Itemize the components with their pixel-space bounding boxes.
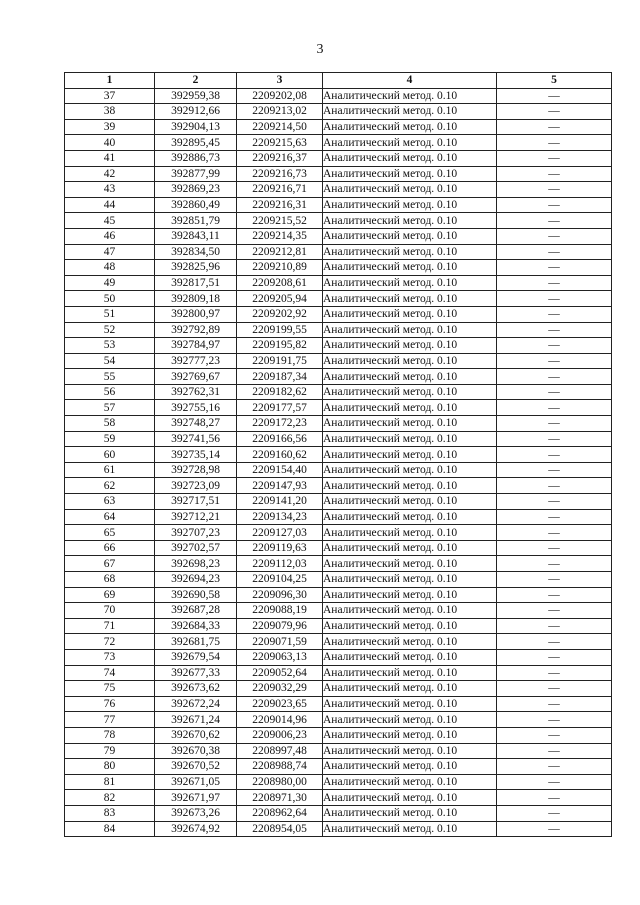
- cell-method: Аналитический метод. 0.10: [323, 649, 497, 665]
- cell-note: —: [497, 805, 612, 821]
- cell-coord-y: 2209216,71: [237, 182, 323, 198]
- cell-note: —: [497, 213, 612, 229]
- cell-method: Аналитический метод. 0.10: [323, 228, 497, 244]
- cell-coord-x: 392817,51: [155, 275, 237, 291]
- cell-method: Аналитический метод. 0.10: [323, 213, 497, 229]
- cell-coord-x: 392723,09: [155, 478, 237, 494]
- cell-coord-x: 392869,23: [155, 182, 237, 198]
- cell-point-number: 82: [65, 790, 155, 806]
- cell-coord-x: 392672,24: [155, 696, 237, 712]
- cell-coord-x: 392800,97: [155, 306, 237, 322]
- cell-note: —: [497, 291, 612, 307]
- table-row: [65, 462, 612, 478]
- cell-point-number: 64: [65, 509, 155, 525]
- cell-point-number: 69: [65, 587, 155, 603]
- cell-coord-y: 2209172,23: [237, 416, 323, 432]
- cell-method: Аналитический метод. 0.10: [323, 727, 497, 743]
- cell-note: —: [497, 509, 612, 525]
- cell-method: Аналитический метод. 0.10: [323, 790, 497, 806]
- cell-note: —: [497, 634, 612, 650]
- cell-method: Аналитический метод. 0.10: [323, 88, 497, 104]
- table-row: [65, 509, 612, 525]
- cell-point-number: 73: [65, 649, 155, 665]
- header-col-3: 3: [237, 73, 323, 89]
- cell-coord-y: 2209214,50: [237, 119, 323, 135]
- cell-point-number: 76: [65, 696, 155, 712]
- header-col-2: 2: [155, 73, 237, 89]
- cell-coord-y: 2209014,96: [237, 712, 323, 728]
- table-row: [65, 182, 612, 198]
- cell-coord-x: 392735,14: [155, 447, 237, 463]
- cell-method: Аналитический метод. 0.10: [323, 478, 497, 494]
- cell-method: Аналитический метод. 0.10: [323, 260, 497, 276]
- cell-coord-y: 2209177,57: [237, 400, 323, 416]
- cell-coord-x: 392762,31: [155, 384, 237, 400]
- cell-coord-y: 2209154,40: [237, 462, 323, 478]
- cell-coord-y: 2209214,35: [237, 228, 323, 244]
- cell-coord-x: 392834,50: [155, 244, 237, 260]
- cell-method: Аналитический метод. 0.10: [323, 665, 497, 681]
- cell-coord-y: 2208971,30: [237, 790, 323, 806]
- cell-coord-x: 392728,98: [155, 462, 237, 478]
- cell-note: —: [497, 150, 612, 166]
- table-row: [65, 790, 612, 806]
- cell-method: Аналитический метод. 0.10: [323, 603, 497, 619]
- cell-note: —: [497, 228, 612, 244]
- cell-coord-y: 2209160,62: [237, 447, 323, 463]
- cell-coord-y: 2208980,00: [237, 774, 323, 790]
- cell-coord-x: 392777,23: [155, 353, 237, 369]
- cell-method: Аналитический метод. 0.10: [323, 696, 497, 712]
- cell-point-number: 66: [65, 540, 155, 556]
- header-col-4: 4: [323, 73, 497, 89]
- cell-point-number: 79: [65, 743, 155, 759]
- cell-coord-y: 2209216,31: [237, 197, 323, 213]
- cell-coord-y: 2209182,62: [237, 384, 323, 400]
- cell-coord-x: 392698,23: [155, 556, 237, 572]
- table-row: [65, 228, 612, 244]
- cell-coord-x: 392741,56: [155, 431, 237, 447]
- coordinates-table: [64, 72, 612, 837]
- cell-method: Аналитический метод. 0.10: [323, 618, 497, 634]
- cell-point-number: 51: [65, 306, 155, 322]
- cell-coord-x: 392702,57: [155, 540, 237, 556]
- cell-point-number: 43: [65, 182, 155, 198]
- cell-note: —: [497, 712, 612, 728]
- table-row: [65, 494, 612, 510]
- cell-coord-y: 2209166,56: [237, 431, 323, 447]
- cell-point-number: 55: [65, 369, 155, 385]
- cell-method: Аналитический метод. 0.10: [323, 712, 497, 728]
- cell-method: Аналитический метод. 0.10: [323, 540, 497, 556]
- cell-point-number: 47: [65, 244, 155, 260]
- table-row: [65, 759, 612, 775]
- cell-method: Аналитический метод. 0.10: [323, 774, 497, 790]
- cell-coord-y: 2209202,08: [237, 88, 323, 104]
- table-row: [65, 400, 612, 416]
- table-row: [65, 681, 612, 697]
- table-row: [65, 306, 612, 322]
- cell-point-number: 83: [65, 805, 155, 821]
- table-row: [65, 213, 612, 229]
- cell-coord-y: 2209187,34: [237, 369, 323, 385]
- cell-coord-y: 2209216,37: [237, 150, 323, 166]
- cell-coord-y: 2209212,81: [237, 244, 323, 260]
- table-row: [65, 104, 612, 120]
- cell-point-number: 60: [65, 447, 155, 463]
- cell-note: —: [497, 774, 612, 790]
- cell-point-number: 75: [65, 681, 155, 697]
- cell-coord-x: 392712,21: [155, 509, 237, 525]
- cell-note: —: [497, 306, 612, 322]
- cell-method: Аналитический метод. 0.10: [323, 104, 497, 120]
- cell-coord-x: 392674,92: [155, 821, 237, 837]
- cell-coord-y: 2208954,05: [237, 821, 323, 837]
- cell-coord-y: 2209191,75: [237, 353, 323, 369]
- cell-point-number: 56: [65, 384, 155, 400]
- cell-coord-x: 392673,26: [155, 805, 237, 821]
- cell-point-number: 37: [65, 88, 155, 104]
- cell-point-number: 38: [65, 104, 155, 120]
- cell-coord-x: 392843,11: [155, 228, 237, 244]
- cell-note: —: [497, 182, 612, 198]
- cell-point-number: 42: [65, 166, 155, 182]
- cell-coord-x: 392690,58: [155, 587, 237, 603]
- cell-coord-x: 392825,96: [155, 260, 237, 276]
- cell-coord-y: 2209215,63: [237, 135, 323, 151]
- cell-coord-y: 2209210,89: [237, 260, 323, 276]
- cell-coord-y: 2209079,96: [237, 618, 323, 634]
- cell-point-number: 71: [65, 618, 155, 634]
- cell-coord-y: 2209023,65: [237, 696, 323, 712]
- cell-method: Аналитический метод. 0.10: [323, 306, 497, 322]
- cell-coord-x: 392670,52: [155, 759, 237, 775]
- table-row: [65, 603, 612, 619]
- cell-coord-y: 2209202,92: [237, 306, 323, 322]
- cell-point-number: 72: [65, 634, 155, 650]
- table-row: [65, 275, 612, 291]
- cell-point-number: 78: [65, 727, 155, 743]
- cell-note: —: [497, 603, 612, 619]
- cell-coord-y: 2209096,30: [237, 587, 323, 603]
- cell-point-number: 39: [65, 119, 155, 135]
- cell-point-number: 70: [65, 603, 155, 619]
- cell-coord-x: 392707,23: [155, 525, 237, 541]
- cell-coord-y: 2208997,48: [237, 743, 323, 759]
- cell-coord-y: 2208988,74: [237, 759, 323, 775]
- cell-coord-y: 2208962,64: [237, 805, 323, 821]
- cell-point-number: 45: [65, 213, 155, 229]
- cell-coord-y: 2209127,03: [237, 525, 323, 541]
- table-row: [65, 322, 612, 338]
- cell-coord-y: 2209052,64: [237, 665, 323, 681]
- cell-note: —: [497, 88, 612, 104]
- table-row: [65, 805, 612, 821]
- cell-coord-x: 392684,33: [155, 618, 237, 634]
- table-row: [65, 743, 612, 759]
- cell-method: Аналитический метод. 0.10: [323, 821, 497, 837]
- cell-method: Аналитический метод. 0.10: [323, 353, 497, 369]
- cell-coord-x: 392792,89: [155, 322, 237, 338]
- cell-coord-y: 2209119,63: [237, 540, 323, 556]
- table-row: [65, 618, 612, 634]
- cell-coord-x: 392895,45: [155, 135, 237, 151]
- cell-coord-x: 392809,18: [155, 291, 237, 307]
- cell-method: Аналитический метод. 0.10: [323, 743, 497, 759]
- cell-coord-x: 392670,62: [155, 727, 237, 743]
- cell-point-number: 68: [65, 572, 155, 588]
- cell-note: —: [497, 743, 612, 759]
- cell-coord-y: 2209195,82: [237, 338, 323, 354]
- cell-method: Аналитический метод. 0.10: [323, 431, 497, 447]
- table-header: [65, 73, 612, 89]
- cell-method: Аналитический метод. 0.10: [323, 494, 497, 510]
- cell-coord-y: 2209141,20: [237, 494, 323, 510]
- cell-method: Аналитический метод. 0.10: [323, 135, 497, 151]
- cell-method: Аналитический метод. 0.10: [323, 525, 497, 541]
- cell-note: —: [497, 416, 612, 432]
- cell-note: —: [497, 431, 612, 447]
- table-row: [65, 338, 612, 354]
- cell-point-number: 65: [65, 525, 155, 541]
- cell-note: —: [497, 119, 612, 135]
- cell-note: —: [497, 104, 612, 120]
- cell-point-number: 81: [65, 774, 155, 790]
- cell-method: Аналитический метод. 0.10: [323, 291, 497, 307]
- table-row: [65, 774, 612, 790]
- cell-point-number: 53: [65, 338, 155, 354]
- cell-point-number: 41: [65, 150, 155, 166]
- table-row: [65, 260, 612, 276]
- cell-method: Аналитический метод. 0.10: [323, 805, 497, 821]
- cell-point-number: 67: [65, 556, 155, 572]
- header-col-1: 1: [65, 73, 155, 89]
- cell-coord-x: 392671,05: [155, 774, 237, 790]
- table-row: [65, 821, 612, 837]
- cell-note: —: [497, 353, 612, 369]
- cell-method: Аналитический метод. 0.10: [323, 275, 497, 291]
- cell-coord-x: 392677,33: [155, 665, 237, 681]
- cell-method: Аналитический метод. 0.10: [323, 462, 497, 478]
- cell-note: —: [497, 338, 612, 354]
- table-row: [65, 478, 612, 494]
- cell-note: —: [497, 681, 612, 697]
- cell-coord-y: 2209032,29: [237, 681, 323, 697]
- cell-coord-x: 392860,49: [155, 197, 237, 213]
- cell-point-number: 50: [65, 291, 155, 307]
- cell-method: Аналитический метод. 0.10: [323, 322, 497, 338]
- table-row: [65, 119, 612, 135]
- table-row: [65, 649, 612, 665]
- table-row: [65, 727, 612, 743]
- cell-method: Аналитический метод. 0.10: [323, 634, 497, 650]
- cell-coord-x: 392681,75: [155, 634, 237, 650]
- cell-note: —: [497, 821, 612, 837]
- header-row: [65, 73, 612, 89]
- cell-method: Аналитический метод. 0.10: [323, 572, 497, 588]
- table-row: [65, 150, 612, 166]
- table-row: [65, 369, 612, 385]
- cell-coord-x: 392769,67: [155, 369, 237, 385]
- cell-note: —: [497, 166, 612, 182]
- cell-note: —: [497, 572, 612, 588]
- cell-coord-x: 392784,97: [155, 338, 237, 354]
- table-row: [65, 244, 612, 260]
- cell-method: Аналитический метод. 0.10: [323, 369, 497, 385]
- cell-note: —: [497, 665, 612, 681]
- cell-method: Аналитический метод. 0.10: [323, 182, 497, 198]
- cell-coord-x: 392904,13: [155, 119, 237, 135]
- cell-note: —: [497, 494, 612, 510]
- table-row: [65, 712, 612, 728]
- cell-coord-x: 392912,66: [155, 104, 237, 120]
- cell-note: —: [497, 618, 612, 634]
- table-row: [65, 525, 612, 541]
- cell-point-number: 57: [65, 400, 155, 416]
- cell-note: —: [497, 244, 612, 260]
- cell-note: —: [497, 587, 612, 603]
- cell-coord-x: 392755,16: [155, 400, 237, 416]
- cell-coord-x: 392679,54: [155, 649, 237, 665]
- cell-coord-y: 2209006,23: [237, 727, 323, 743]
- cell-point-number: 49: [65, 275, 155, 291]
- cell-method: Аналитический метод. 0.10: [323, 681, 497, 697]
- cell-coord-x: 392717,51: [155, 494, 237, 510]
- cell-note: —: [497, 478, 612, 494]
- cell-method: Аналитический метод. 0.10: [323, 556, 497, 572]
- header-col-5: 5: [497, 73, 612, 89]
- cell-point-number: 44: [65, 197, 155, 213]
- cell-point-number: 46: [65, 228, 155, 244]
- cell-coord-x: 392886,73: [155, 150, 237, 166]
- table-row: [65, 572, 612, 588]
- table-row: [65, 291, 612, 307]
- cell-note: —: [497, 462, 612, 478]
- cell-note: —: [497, 649, 612, 665]
- cell-point-number: 54: [65, 353, 155, 369]
- cell-note: —: [497, 322, 612, 338]
- cell-note: —: [497, 540, 612, 556]
- cell-coord-y: 2209088,19: [237, 603, 323, 619]
- cell-coord-x: 392687,28: [155, 603, 237, 619]
- cell-method: Аналитический метод. 0.10: [323, 338, 497, 354]
- cell-coord-x: 392671,97: [155, 790, 237, 806]
- cell-method: Аналитический метод. 0.10: [323, 447, 497, 463]
- table-row: [65, 197, 612, 213]
- table-row: [65, 384, 612, 400]
- cell-note: —: [497, 197, 612, 213]
- table-row: [65, 431, 612, 447]
- cell-coord-x: 392670,38: [155, 743, 237, 759]
- table-row: [65, 88, 612, 104]
- cell-method: Аналитический метод. 0.10: [323, 119, 497, 135]
- cell-coord-y: 2209147,93: [237, 478, 323, 494]
- cell-note: —: [497, 275, 612, 291]
- cell-note: —: [497, 384, 612, 400]
- cell-coord-y: 2209134,23: [237, 509, 323, 525]
- cell-method: Аналитический метод. 0.10: [323, 166, 497, 182]
- cell-coord-y: 2209063,13: [237, 649, 323, 665]
- cell-note: —: [497, 790, 612, 806]
- table-row: [65, 447, 612, 463]
- cell-note: —: [497, 260, 612, 276]
- table-row: [65, 166, 612, 182]
- cell-point-number: 74: [65, 665, 155, 681]
- table-row: [65, 556, 612, 572]
- cell-coord-y: 2209112,03: [237, 556, 323, 572]
- cell-note: —: [497, 696, 612, 712]
- cell-method: Аналитический метод. 0.10: [323, 197, 497, 213]
- cell-coord-x: 392748,27: [155, 416, 237, 432]
- table-row: [65, 540, 612, 556]
- cell-coord-y: 2209213,02: [237, 104, 323, 120]
- cell-coord-x: 392671,24: [155, 712, 237, 728]
- table-row: [65, 665, 612, 681]
- cell-point-number: 63: [65, 494, 155, 510]
- cell-point-number: 84: [65, 821, 155, 837]
- cell-method: Аналитический метод. 0.10: [323, 384, 497, 400]
- cell-point-number: 62: [65, 478, 155, 494]
- cell-note: —: [497, 727, 612, 743]
- cell-method: Аналитический метод. 0.10: [323, 150, 497, 166]
- cell-note: —: [497, 556, 612, 572]
- cell-point-number: 61: [65, 462, 155, 478]
- cell-coord-y: 2209216,73: [237, 166, 323, 182]
- cell-note: —: [497, 447, 612, 463]
- cell-point-number: 40: [65, 135, 155, 151]
- cell-method: Аналитический метод. 0.10: [323, 759, 497, 775]
- cell-note: —: [497, 369, 612, 385]
- table-body: [65, 88, 612, 837]
- cell-note: —: [497, 135, 612, 151]
- cell-coord-y: 2209215,52: [237, 213, 323, 229]
- cell-coord-x: 392851,79: [155, 213, 237, 229]
- cell-point-number: 58: [65, 416, 155, 432]
- cell-point-number: 77: [65, 712, 155, 728]
- cell-note: —: [497, 400, 612, 416]
- table-row: [65, 135, 612, 151]
- cell-coord-x: 392673,62: [155, 681, 237, 697]
- cell-method: Аналитический метод. 0.10: [323, 400, 497, 416]
- cell-method: Аналитический метод. 0.10: [323, 587, 497, 603]
- cell-point-number: 52: [65, 322, 155, 338]
- cell-coord-y: 2209104,25: [237, 572, 323, 588]
- table-row: [65, 587, 612, 603]
- cell-coord-y: 2209208,61: [237, 275, 323, 291]
- cell-point-number: 48: [65, 260, 155, 276]
- cell-method: Аналитический метод. 0.10: [323, 416, 497, 432]
- cell-note: —: [497, 759, 612, 775]
- cell-coord-y: 2209199,55: [237, 322, 323, 338]
- cell-method: Аналитический метод. 0.10: [323, 509, 497, 525]
- table-row: [65, 353, 612, 369]
- cell-coord-x: 392877,99: [155, 166, 237, 182]
- page-number: 3: [316, 42, 324, 57]
- cell-point-number: 80: [65, 759, 155, 775]
- cell-coord-y: 2209071,59: [237, 634, 323, 650]
- cell-coord-x: 392959,38: [155, 88, 237, 104]
- table-row: [65, 416, 612, 432]
- cell-note: —: [497, 525, 612, 541]
- cell-point-number: 59: [65, 431, 155, 447]
- cell-coord-y: 2209205,94: [237, 291, 323, 307]
- cell-coord-x: 392694,23: [155, 572, 237, 588]
- table-row: [65, 696, 612, 712]
- table-row: [65, 634, 612, 650]
- cell-method: Аналитический метод. 0.10: [323, 244, 497, 260]
